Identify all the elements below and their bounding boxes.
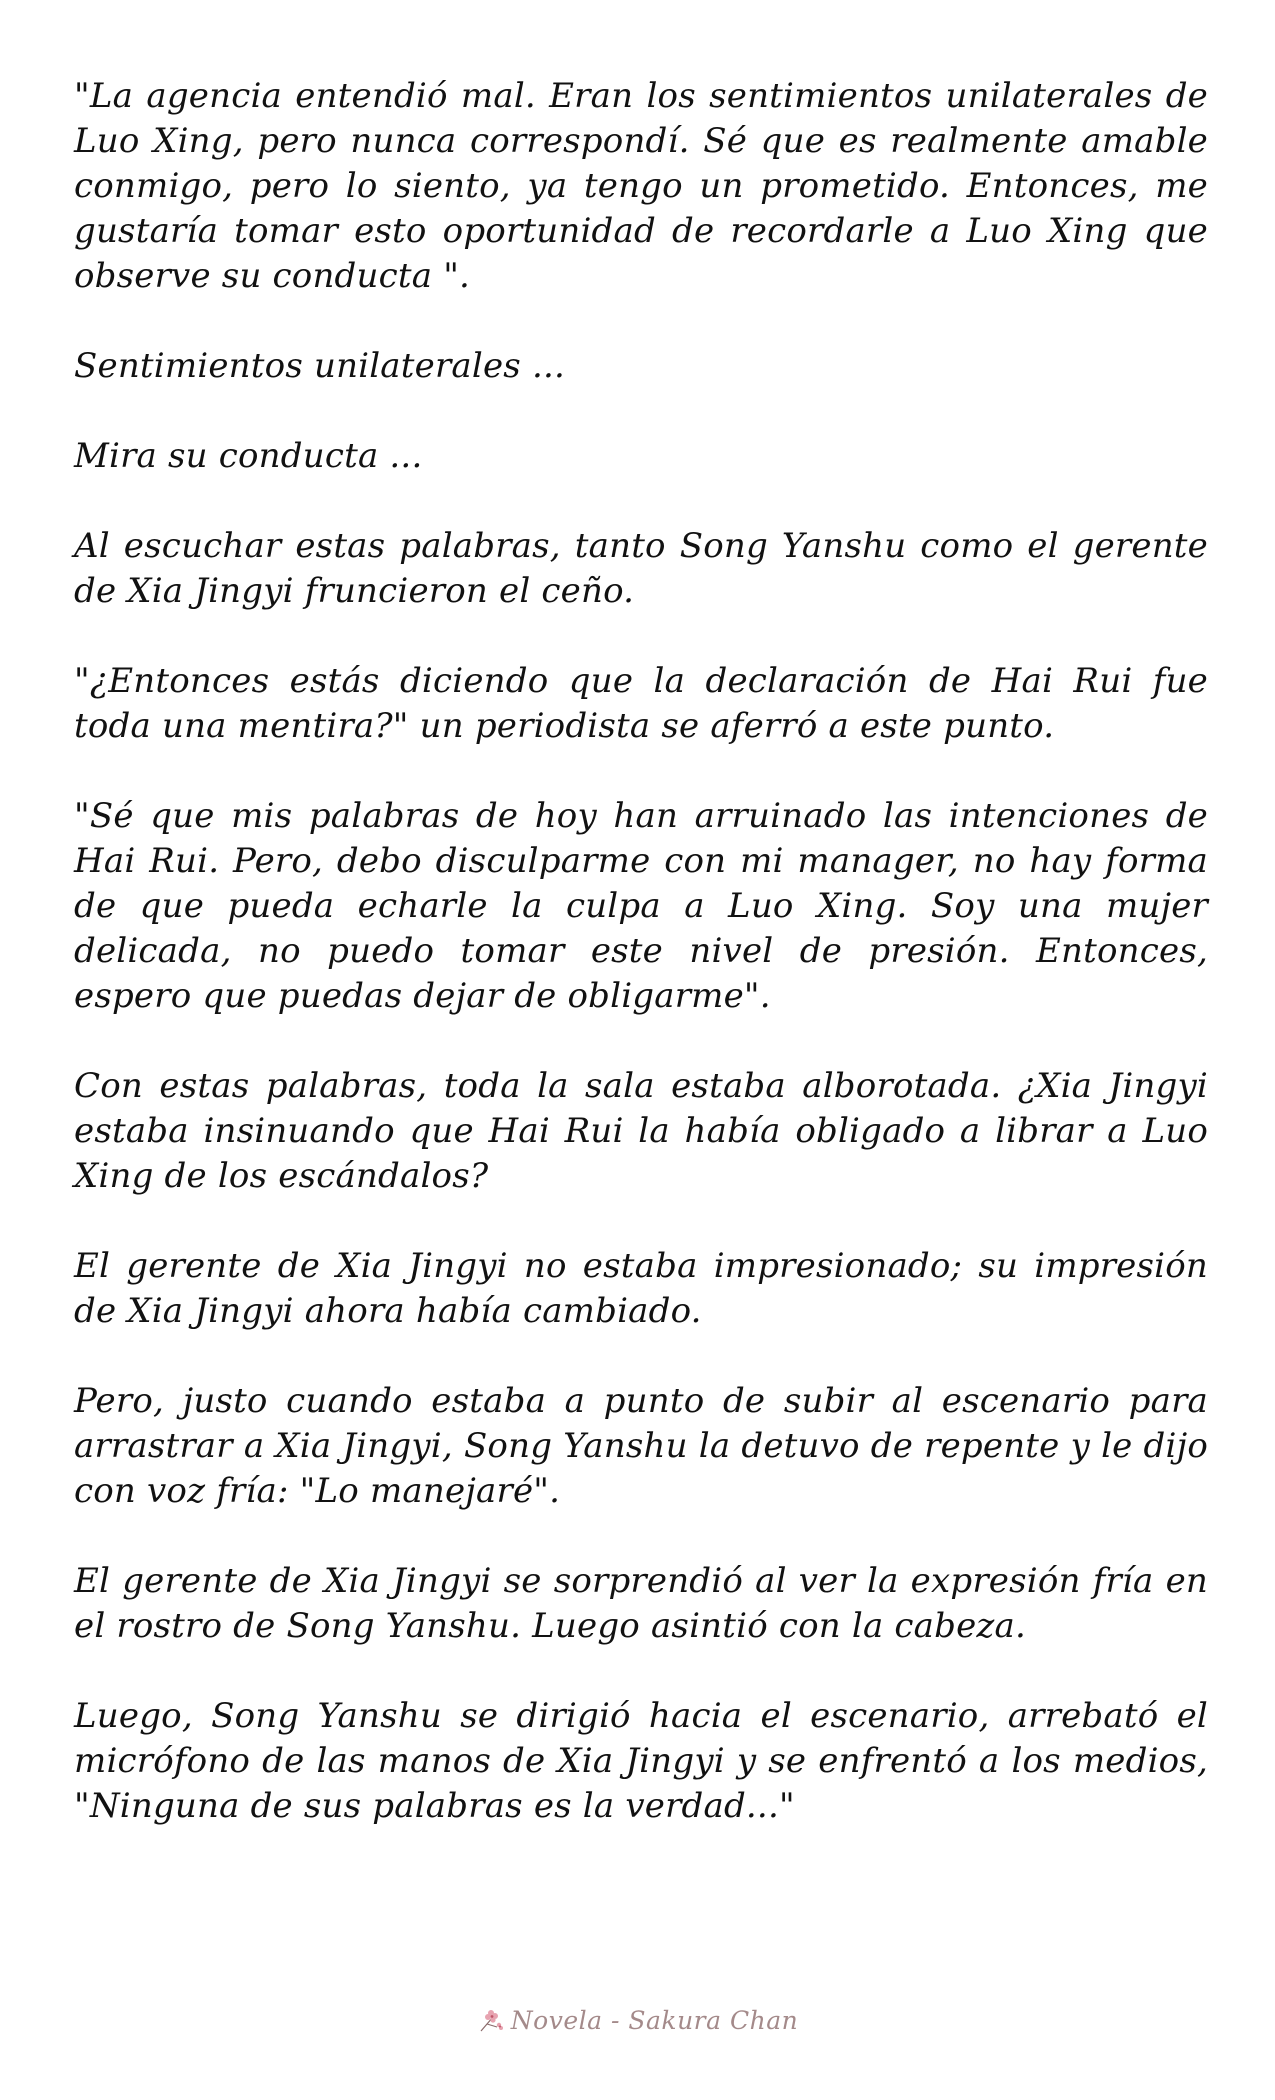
paragraph-1: "La agencia entendió mal. Eran los sentimientos unilaterales de Luo Xing, pero nunca correspondí. Sé que es realmente amable conmigo, pero lo siento, ya tengo un prometido. Entonces, me gustaría tomar esto oportunidad de recordarle a Luo Xing que observe su conducta ". [74,76,1208,296]
paragraph-10: El gerente de Xia Jingyi se sorprendió al ver la expresión fría en el rostro de Song Yanshu. Luego asintió con la cabeza. [74,1561,1208,1646]
paragraph-9: Pero, justo cuando estaba a punto de subir al escenario para arrastrar a Xia Jingyi, Song Yanshu la detuvo de repente y le dijo con voz fría: "Lo manejaré". [74,1381,1208,1511]
paragraph-5: "¿Entonces estás diciendo que la declaración de Hai Rui fue toda una mentira?" un periodista se aferró a este punto. [74,661,1208,746]
paragraph-4: Al escuchar estas palabras, tanto Song Yanshu como el gerente de Xia Jingyi fruncieron el ceño. [74,526,1208,611]
watermark [477,2006,798,2035]
paragraph-2: Sentimientos unilaterales ... [74,346,565,386]
paragraph-7: Con estas palabras, toda la sala estaba alborotada. ¿Xia Jingyi estaba insinuando que Hai Rui la había obligado a librar a Luo Xing de los escándalos? [74,1066,1208,1196]
paragraph-8: El gerente de Xia Jingyi no estaba impresionado; su impresión de Xia Jingyi ahora había cambiado. [74,1246,1208,1331]
paragraph-11: Luego, Song Yanshu se dirigió hacia el escenario, arrebató el micrófono de las manos de Xia Jingyi y se enfrentó a los medios, "Ninguna de sus palabras es la verdad..." [74,1696,1208,1826]
footer [0,1995,1275,2045]
paragraph-6: "Sé que mis palabras de hoy han arruinado las intenciones de Hai Rui. Pero, debo disculparme con mi manager, no hay forma de que pueda echarle la culpa a Luo Xing. Soy una mujer delicada, no puedo tomar este nivel de presión. Entonces, espero que puedas dejar de obligarme". [74,796,1208,1016]
watermark-text: Novela - Sakura Chan [510,2005,799,2035]
sakura-flower-icon [477,2007,505,2033]
paragraph-3: Mira su conducta ... [74,436,423,476]
document-body [74,74,1208,1874]
